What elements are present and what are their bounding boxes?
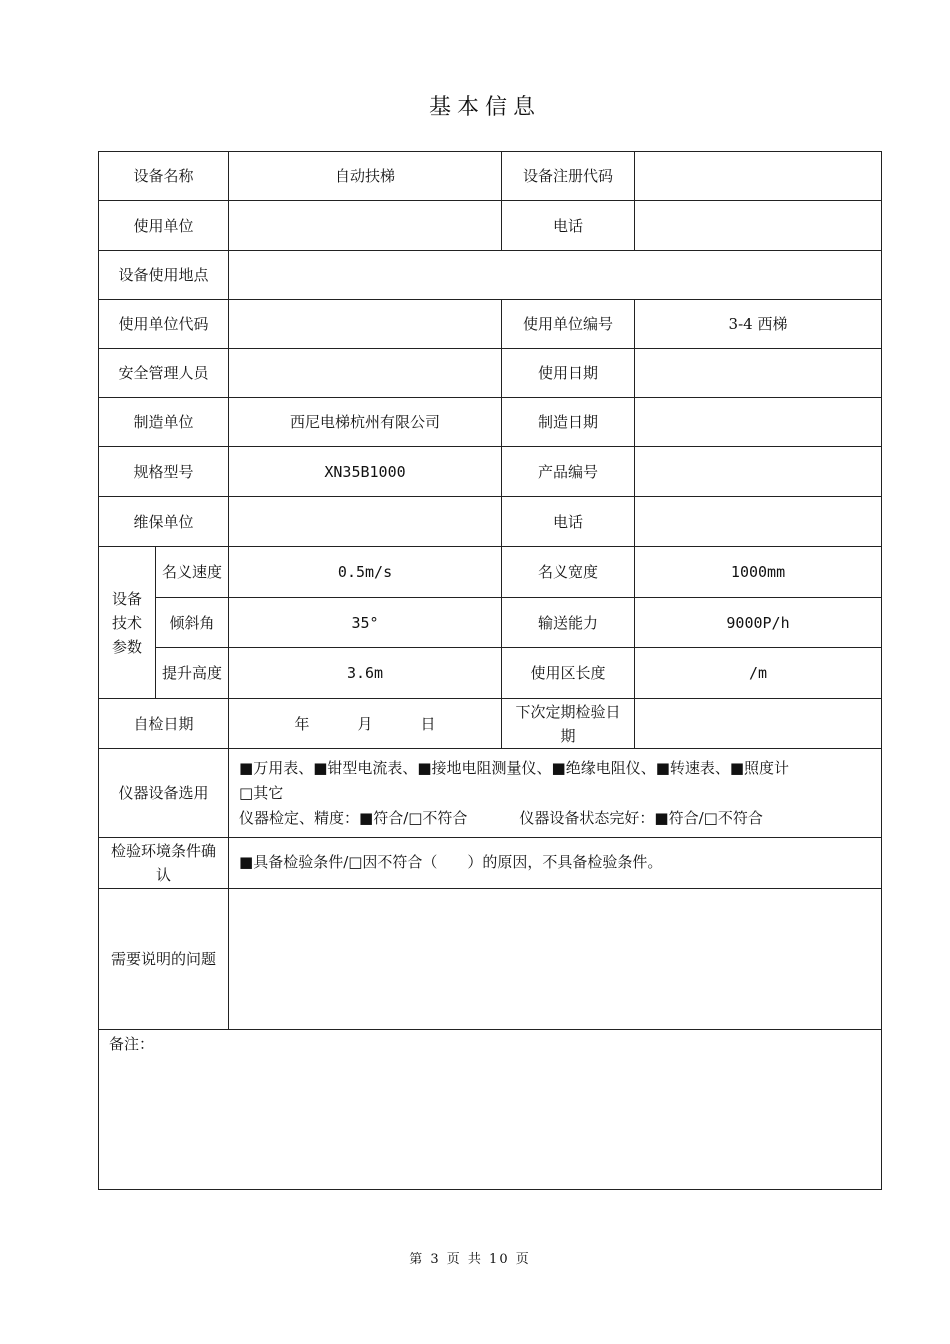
label-manufacturer: 制造单位	[99, 398, 229, 447]
value-next-inspection-date	[635, 699, 882, 749]
label-zone-length: 使用区长度	[502, 648, 635, 699]
label-capacity: 输送能力	[502, 598, 635, 648]
label-instruments: 仪器设备选用	[99, 749, 229, 838]
label-registration-code: 设备注册代码	[502, 152, 635, 201]
label-unit-code: 使用单位代码	[99, 300, 229, 349]
label-speed: 名义速度	[156, 547, 229, 598]
value-maintenance-phone	[635, 497, 882, 547]
row-location	[99, 251, 882, 300]
row-manufacturer	[99, 398, 882, 447]
row-user-unit	[99, 201, 882, 251]
label-next-inspection-date: 下次定期检验日期	[502, 699, 635, 749]
value-self-check-date	[229, 699, 502, 749]
label-safety-manager: 安全管理人员	[99, 349, 229, 398]
row-model	[99, 447, 882, 497]
label-maintenance: 维保单位	[99, 497, 229, 547]
label-issues: 需要说明的问题	[99, 889, 229, 1030]
instruments-line3	[239, 806, 877, 831]
value-device-name: 自动扶梯	[229, 152, 502, 201]
basic-info-table	[98, 151, 882, 1190]
value-manufacture-date	[635, 398, 882, 447]
value-model: XN35B1000	[229, 447, 502, 497]
year-label: 年	[294, 714, 310, 733]
row-device-name	[99, 152, 882, 201]
row-remarks	[99, 1030, 882, 1190]
label-location: 设备使用地点	[99, 251, 229, 300]
instruments-line2: □其它	[239, 783, 284, 802]
label-self-check-date: 自检日期	[99, 699, 229, 749]
label-rise: 提升高度	[156, 648, 229, 699]
value-environment: ■具备检验条件/□因不符合（ ）的原因，不具备检验条件。	[229, 838, 882, 889]
value-user-phone	[635, 201, 882, 251]
label-remarks: 备注：	[99, 1030, 882, 1190]
row-angle	[99, 598, 882, 648]
label-maintenance-phone: 电话	[502, 497, 635, 547]
label-device-name: 设备名称	[99, 152, 229, 201]
label-tech-params: 设备技术参数	[99, 547, 156, 699]
label-environment: 检验环境条件确认	[99, 838, 229, 889]
page-footer: 第 3 页 共 10 页	[409, 1252, 531, 1267]
row-rise	[99, 648, 882, 699]
value-location	[229, 251, 882, 300]
value-unit-code	[229, 300, 502, 349]
value-instruments	[229, 749, 882, 838]
label-model: 规格型号	[99, 447, 229, 497]
value-speed: 0.5m/s	[229, 547, 502, 598]
label-width: 名义宽度	[502, 547, 635, 598]
value-registration-code	[635, 152, 882, 201]
row-speed	[99, 547, 882, 598]
value-rise: 3.6m	[229, 648, 502, 699]
instruments-status: 仪器设备状态完好：■符合/□不符合	[519, 808, 763, 827]
value-safety-manager	[229, 349, 502, 398]
row-maintenance	[99, 497, 882, 547]
row-unit-code	[99, 300, 882, 349]
day-label: 日	[420, 714, 436, 733]
value-use-date	[635, 349, 882, 398]
label-user-unit: 使用单位	[99, 201, 229, 251]
instruments-calibration: 仪器检定、精度：■符合/□不符合	[239, 808, 468, 827]
row-instruments	[99, 749, 882, 838]
value-unit-number: 3-4 西梯	[635, 300, 882, 349]
row-environment	[99, 838, 882, 889]
value-capacity: 9000P/h	[635, 598, 882, 648]
row-self-check	[99, 699, 882, 749]
value-manufacturer: 西尼电梯杭州有限公司	[229, 398, 502, 447]
value-issues	[229, 889, 882, 1030]
page-title: 基本信息	[428, 95, 541, 120]
value-user-unit	[229, 201, 502, 251]
value-maintenance	[229, 497, 502, 547]
label-use-date: 使用日期	[502, 349, 635, 398]
value-width: 1000mm	[635, 547, 882, 598]
label-unit-number: 使用单位编号	[502, 300, 635, 349]
instruments-line1: ■万用表、■钳型电流表、■接地电阻测量仪、■绝缘电阻仪、■转速表、■照度计	[239, 758, 790, 777]
row-issues	[99, 889, 882, 1030]
label-angle: 倾斜角	[156, 598, 229, 648]
month-label: 月	[357, 714, 373, 733]
value-angle: 35°	[229, 598, 502, 648]
label-manufacture-date: 制造日期	[502, 398, 635, 447]
label-user-phone: 电话	[502, 201, 635, 251]
row-safety-manager	[99, 349, 882, 398]
value-product-number	[635, 447, 882, 497]
value-zone-length: /m	[635, 648, 882, 699]
label-product-number: 产品编号	[502, 447, 635, 497]
